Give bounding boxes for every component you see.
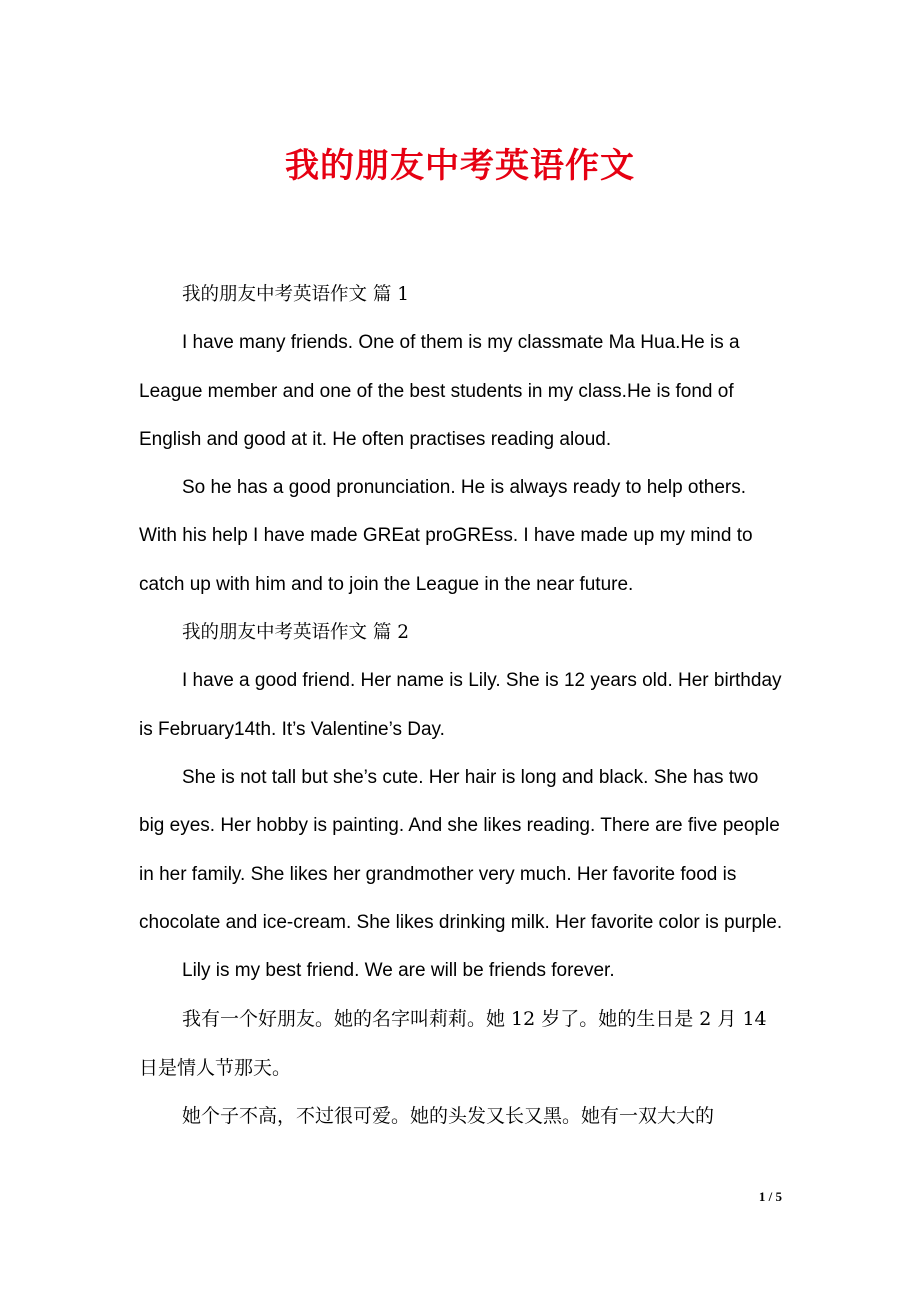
paragraph: I have a good friend. Her name is Lily. She is 12 years old. Her birthday is February14th. It’s Valentine’s Day. <box>139 670 782 740</box>
paragraph: I have many friends. One of them is my classmate Ma Hua.He is a League member and one of the best students in my class.He is fond of English and good at it. He often practises reading aloud. <box>139 332 740 450</box>
section-heading-2: 我的朋友中考英语作文 篇 2 <box>182 622 410 644</box>
page-number: 1 / 5 <box>758 1189 782 1204</box>
paragraph-chinese: 她个子不高，不过很可爱。她的头发又长又黑。她有一双大大的 <box>182 1105 715 1128</box>
paragraph: So he has a good pronunciation. He is always ready to help others. With his help I have made GREat proGREss. I have made up my mind to catch up with him and to join the League in the near future. <box>139 477 753 595</box>
document-title: 我的朋友中考英语作文 <box>285 146 635 186</box>
paragraph: She is not tall but she’s cute. Her hair is long and black. She has two big eyes. Her hobby is painting. And she likes reading. There are five people in her family. She likes her grandmother very much. Her favorite food is chocolate and ice-cream. She likes drinking milk. Her favorite color is purple. <box>139 766 783 933</box>
section-heading-1: 我的朋友中考英语作文 篇 1 <box>182 284 410 305</box>
paragraph-chinese: 我有一个好朋友。她的名字叫莉莉。她 12 岁了。她的生日是 2 月 14 日是情人节那天。 <box>139 1008 767 1079</box>
document-body <box>139 271 783 1140</box>
paragraph: Lily is my best friend. We are will be friends forever. <box>182 960 615 982</box>
